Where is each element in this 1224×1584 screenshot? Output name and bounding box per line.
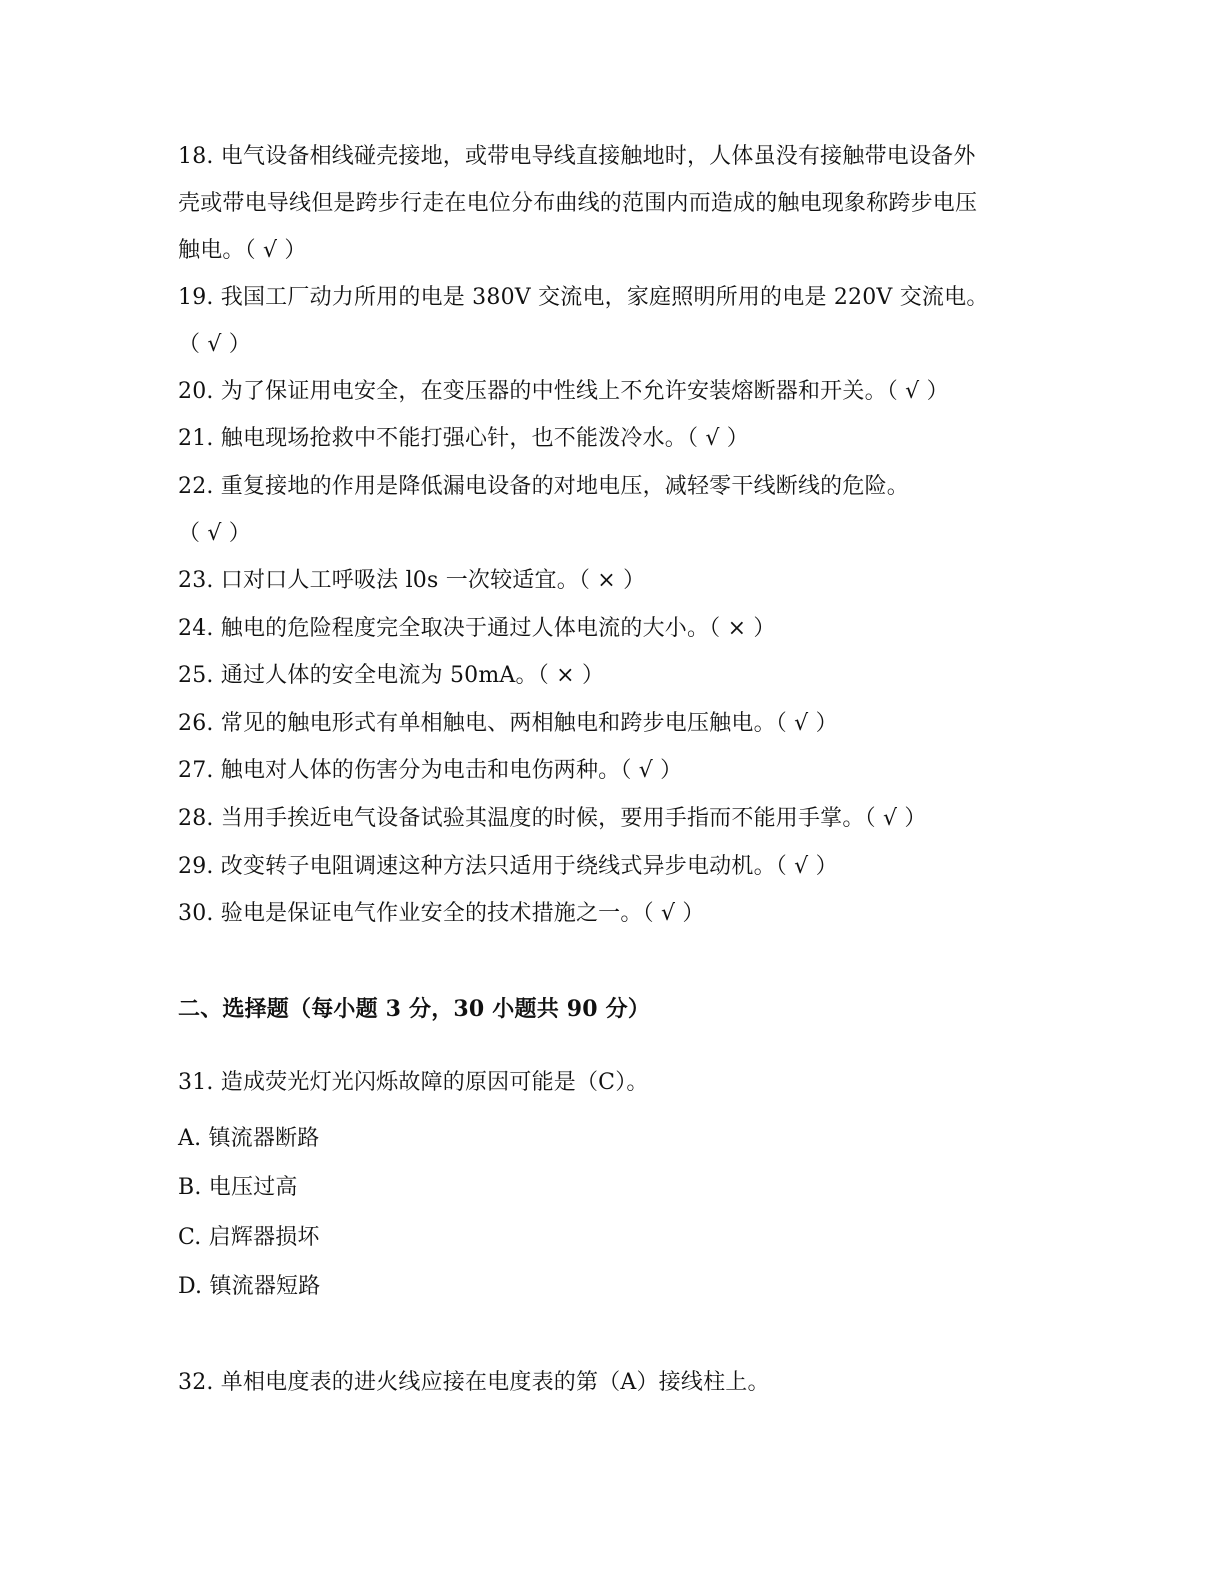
tf-item-27: 27. 触电对人体的伤害分为电击和电伤两种。（ √ ） [178,758,683,783]
tf-item-19-line-2: （ √ ） [178,332,252,357]
tf-item-26: 26. 常见的触电形式有单相触电、两相触电和跨步电压触电。（ √ ） [178,711,838,736]
tf-item-23: 23. 口对口人工呼吸法 l0s 一次较适宜。（ × ） [178,568,646,593]
tf-item-18-line-2: 壳或带电导线但是跨步行走在电位分布曲线的范围内而造成的触电现象称跨步电压 [178,191,978,216]
option-a: A. 镇流器断路 [178,1126,320,1151]
section-heading: 二、选择题（每小题 3 分，30 小题共 90 分） [178,996,651,1022]
tf-item-19-line-1: 19. 我国工厂动力所用的电是 380V 交流电，家庭照明所用的电是 220V 交流电。 [178,285,989,310]
tf-item-22-line-1: 22. 重复接地的作用是降低漏电设备的对地电压，减轻零干线断线的危险。 [178,474,909,499]
option-c: C. 启辉器损坏 [178,1225,320,1250]
question-31: 31. 造成荧光灯光闪烁故障的原因可能是（C）。 [178,1070,649,1095]
tf-item-25: 25. 通过人体的安全电流为 50mA。（ × ） [178,663,605,688]
option-d: D. 镇流器短路 [178,1274,321,1299]
tf-item-18-line-3: 触电。（ √ ） [178,238,307,263]
tf-item-24: 24. 触电的危险程度完全取决于通过人体电流的大小。（ × ） [178,616,776,641]
tf-item-20: 20. 为了保证用电安全，在变压器的中性线上不允许安装熔断器和开关。（ √ ） [178,379,949,404]
tf-item-29: 29. 改变转子电阻调速这种方法只适用于绕线式异步电动机。（ √ ） [178,854,838,879]
tf-item-22-line-2: （ √ ） [178,521,252,546]
tf-item-28: 28. 当用手挨近电气设备试验其温度的时候，要用手指而不能用手掌。（ √ ） [178,806,927,831]
option-b: B. 电压过高 [178,1175,298,1200]
tf-item-21: 21. 触电现场抢救中不能打强心针，也不能泼冷水。（ √ ） [178,426,749,451]
tf-item-18-line-1: 18. 电气设备相线碰壳接地，或带电导线直接触地时，人体虽没有接触带电设备外 [178,144,976,169]
tf-item-30: 30. 验电是保证电气作业安全的技术措施之一。（ √ ） [178,901,705,926]
question-32: 32. 单相电度表的进火线应接在电度表的第（A）接线柱上。 [178,1370,770,1395]
